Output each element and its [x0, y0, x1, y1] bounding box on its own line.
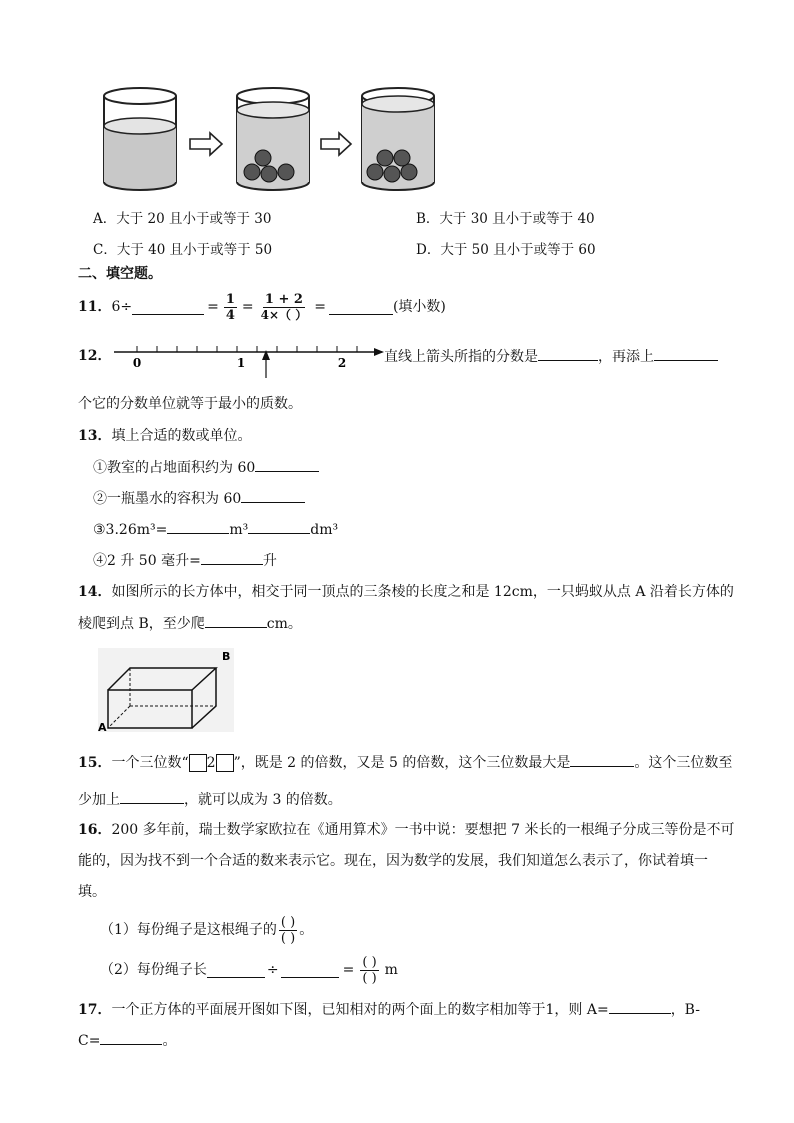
q13-item-4 — [93, 550, 277, 571]
q14-text1: 如图所示的长方体中，相交于同一顶点的三条棱的长度之和是 12cm，一只蚂蚁从点 A 沿着长方体的 — [111, 584, 734, 600]
answer-blank[interactable] — [241, 488, 305, 503]
q15-text: 少加上 — [78, 792, 120, 808]
q15-line2 — [78, 789, 342, 810]
unit-label: 升 — [262, 553, 277, 569]
q16-line3: 填。 — [78, 884, 106, 900]
q12-text1: 直线上箭头所指的分数是 — [384, 349, 538, 365]
q13-item-text: ③3.26m³= — [93, 522, 168, 538]
arrow-right-icon — [190, 133, 222, 155]
fraction-denominator[interactable]: ( ) — [280, 930, 296, 946]
q11-start: 6÷ — [111, 299, 133, 315]
q15-text: 。这个三位数至 — [634, 755, 733, 771]
equals-sign: = — [342, 962, 355, 978]
digit-box[interactable] — [189, 754, 207, 772]
choice-b[interactable]: B．大于 30 且小于或等于 40 — [416, 211, 595, 227]
q13-item-1 — [93, 457, 319, 478]
q16-sub-text: 。 — [299, 922, 314, 938]
q17-text: ，B- — [670, 1002, 700, 1018]
answer-blank[interactable] — [570, 752, 634, 767]
q13-item-text: ①教室的占地面积约为 60 — [93, 460, 256, 476]
q16-text: 200 多年前，瑞士数学家欧拉在《通用算术》一书中说：要想把 7 米长的一根绳子分成三等份是不可 — [111, 822, 735, 838]
beaker-3 — [362, 88, 434, 190]
q14-line1 — [78, 582, 734, 602]
q13-item-text: ②一瓶墨水的容积为 60 — [93, 491, 242, 507]
q13-item-3 — [93, 519, 338, 540]
q14-text2: 棱爬到点 B，至少爬 — [78, 616, 205, 632]
fraction-denominator[interactable]: ( ) — [362, 970, 377, 986]
unit-label: m³ — [229, 522, 249, 538]
answer-blank[interactable] — [120, 789, 184, 804]
q15-text: 一个三位数“ — [111, 755, 189, 771]
q12-text-line2: 个它的分数单位就等于最小的质数。 — [78, 396, 302, 412]
answer-blank[interactable] — [609, 999, 671, 1014]
q16-line1 — [78, 820, 734, 840]
q15-text: ，就可以成为 3 的倍数。 — [184, 792, 342, 808]
q12-text2: ，再添上 — [598, 349, 654, 365]
q16-sub2 — [100, 954, 398, 986]
fraction-1-4 — [224, 292, 237, 323]
q17-text: 一个正方体的平面展开图如下图，已知相对的两个面上的数字相加等于1，则 A= — [111, 1002, 609, 1018]
arrow-up-icon — [262, 350, 270, 378]
tick-label-0: 0 — [132, 356, 142, 370]
answer-blank[interactable] — [654, 346, 718, 361]
q16-line2: 能的，因为找不到一个合适的数来表示它。现在，因为数学的发展，我们知道怎么表示了，你试着填一 — [78, 853, 708, 869]
equals-sign: = — [314, 299, 326, 315]
q14-unit: cm。 — [266, 616, 302, 632]
tick-label-2: 2 — [337, 356, 347, 370]
question-number: 14． — [78, 584, 112, 600]
fraction-denominator: 4 — [225, 307, 235, 323]
answer-blank[interactable] — [201, 550, 263, 565]
fraction-numerator[interactable]: ( ) — [280, 914, 296, 930]
number-line — [112, 338, 384, 380]
section-title: 二、填空题。 — [78, 266, 162, 282]
q14-line2 — [78, 613, 302, 634]
q13-item-2 — [93, 488, 305, 509]
answer-fraction[interactable] — [360, 955, 378, 986]
answer-blank[interactable] — [207, 963, 265, 978]
question-number: 17． — [78, 1002, 112, 1018]
unit-label: m — [384, 962, 398, 978]
number-line-ticks — [137, 346, 357, 352]
answer-blank[interactable] — [205, 613, 267, 628]
answer-blank[interactable] — [538, 346, 598, 361]
cuboid-figure — [96, 646, 236, 734]
question-11 — [78, 290, 446, 324]
fraction-numerator[interactable]: ( ) — [362, 954, 377, 970]
q12-text-line1 — [384, 346, 718, 367]
answer-fraction[interactable] — [279, 915, 297, 946]
answer-blank[interactable] — [281, 963, 339, 978]
unit-label: dm³ — [310, 522, 339, 538]
fraction-numerator: 1 — [225, 291, 235, 307]
q17-line1 — [78, 999, 700, 1020]
q16-sub1 — [100, 914, 313, 946]
fraction-expression — [259, 292, 310, 323]
q17-text: 。 — [162, 1033, 177, 1049]
q13-title: 填上合适的数或单位。 — [111, 428, 252, 444]
choice-d[interactable]: D．大于 50 且小于或等于 60 — [416, 242, 596, 258]
choice-a[interactable]: A．大于 20 且小于或等于 30 — [93, 211, 272, 227]
tick-label-1: 1 — [236, 356, 246, 370]
choice-c[interactable]: C．大于 40 且小于或等于 50 — [93, 242, 273, 258]
q16-sub-text: （1）每份绳子是这根绳子的 — [100, 922, 277, 938]
beaker-2 — [237, 88, 309, 190]
question-13 — [78, 426, 251, 446]
q16-sub-text: （2）每份绳子长 — [100, 962, 207, 978]
equals-sign: = — [241, 299, 254, 315]
answer-blank[interactable] — [100, 1030, 162, 1045]
question-number: 11． — [78, 299, 112, 315]
q17-line2 — [78, 1030, 176, 1051]
question-number: 16． — [78, 822, 112, 838]
beaker-figure — [95, 82, 465, 194]
question-number: 13． — [78, 428, 112, 444]
q17-text: C= — [78, 1033, 101, 1049]
divide-sign: ÷ — [266, 962, 279, 978]
arrow-right-icon — [321, 133, 351, 155]
q15-digit: 2 — [206, 755, 216, 771]
q11-end: (填小数) — [392, 299, 446, 315]
answer-blank[interactable] — [329, 300, 393, 315]
fraction-denominator[interactable]: 4×（ ） — [260, 307, 308, 322]
digit-box[interactable] — [216, 754, 234, 772]
beaker-1 — [104, 88, 176, 190]
vertex-label-b: B — [222, 650, 231, 663]
answer-blank[interactable] — [167, 519, 229, 534]
q15-line1 — [78, 752, 732, 773]
vertex-label-a: A — [98, 721, 107, 734]
answer-blank[interactable] — [255, 457, 319, 472]
fraction-numerator: 1 + 2 — [264, 291, 303, 307]
q13-item-text: ④2 升 50 毫升= — [93, 553, 201, 569]
answer-blank[interactable] — [248, 519, 310, 534]
answer-blank[interactable] — [132, 300, 204, 315]
q15-text: ”，既是 2 的倍数，又是 5 的倍数，这个三位数最大是 — [233, 755, 571, 771]
question-number: 12． — [78, 348, 112, 364]
equals-sign: = — [207, 299, 219, 315]
question-number: 15． — [78, 755, 112, 771]
